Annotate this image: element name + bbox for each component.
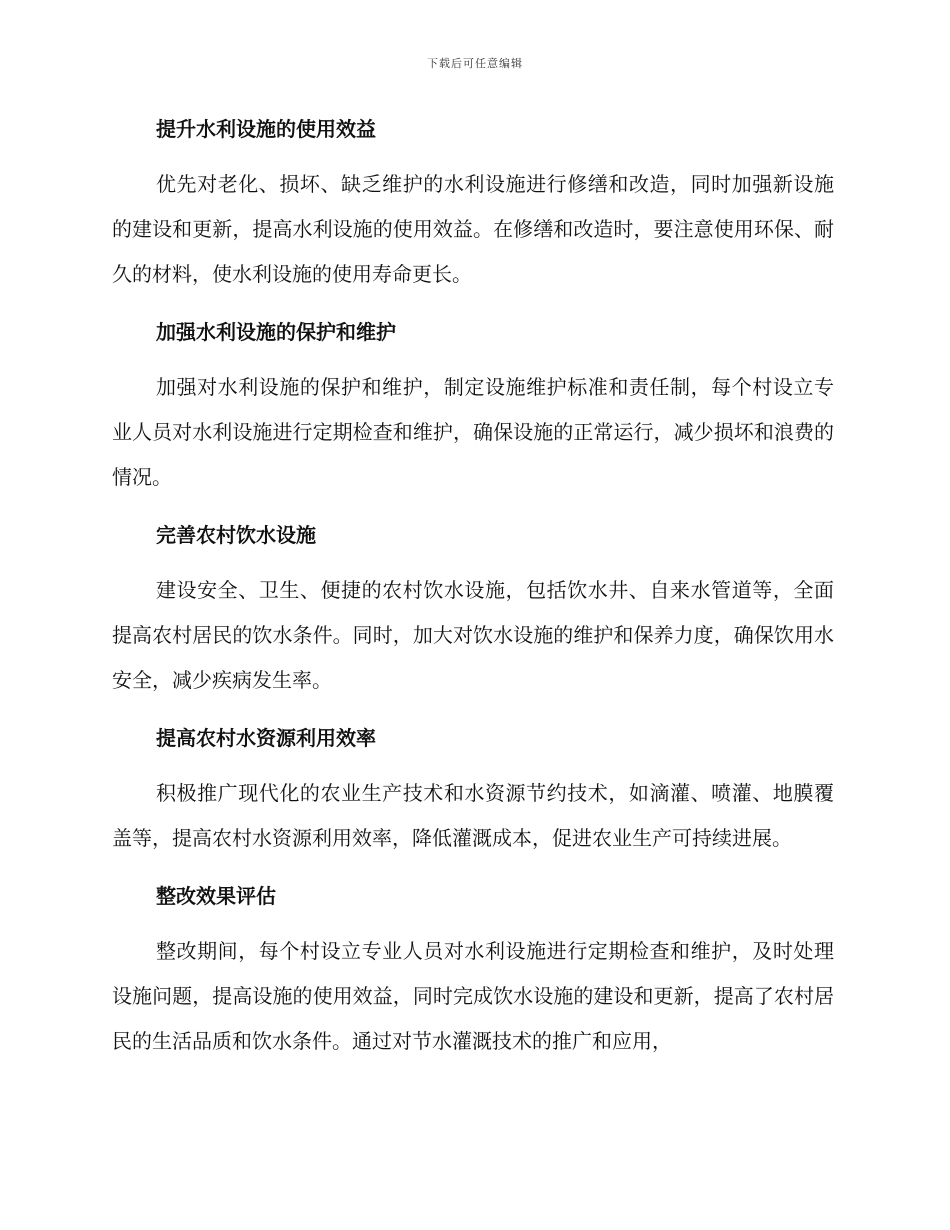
section-heading: 提升水利设施的使用效益 <box>156 117 376 141</box>
section-paragraph: 加强对水利设施的保护和维护，制定设施维护标准和责任制，每个村设立专业人员对水利设施进行定期检查和维护，确保设施的正常运行，减少损坏和浪费的情况。 <box>112 375 834 489</box>
section-paragraph: 建设安全、卫生、便捷的农村饮水设施，包括饮水井、自来水管道等，全面提高农村居民的饮水条件。同时，加大对饮水设施的维护和保养力度，确保饮用水安全，减少疾病发生率。 <box>112 578 834 692</box>
header-note: 下载后可任意编辑 <box>427 57 523 70</box>
section-heading: 完善农村饮水设施 <box>156 523 316 547</box>
section-protect-maintain <box>112 313 834 500</box>
section-water-efficiency <box>112 719 834 861</box>
section-heading: 加强水利设施的保护和维护 <box>156 320 396 344</box>
section-paragraph: 整改期间，每个村设立专业人员对水利设施进行定期检查和维护，及时处理设施问题，提高设施的使用效益，同时完成饮水设施的建设和更新，提高了农村居民的生活品质和饮水条件。通过对节水灌溉技术的推广和应用， <box>112 939 834 1053</box>
section-heading: 提高农村水资源利用效率 <box>156 726 376 750</box>
section-evaluation <box>112 877 834 1064</box>
section-paragraph: 积极推广现代化的农业生产技术和水资源节约技术，如滴灌、喷灌、地膜覆盖等，提高农村水资源利用效率，降低灌溉成本，促进农业生产可持续进展。 <box>112 781 834 850</box>
document-body <box>112 110 834 1080</box>
section-drinking-water <box>112 516 834 703</box>
section-paragraph: 优先对老化、损坏、缺乏维护的水利设施进行修缮和改造，同时加强新设施的建设和更新，提高水利设施的使用效益。在修缮和改造时，要注意使用环保、耐久的材料，使水利设施的使用寿命更长。 <box>112 172 834 286</box>
section-heading: 整改效果评估 <box>156 884 276 908</box>
section-improve-benefit <box>112 110 834 297</box>
